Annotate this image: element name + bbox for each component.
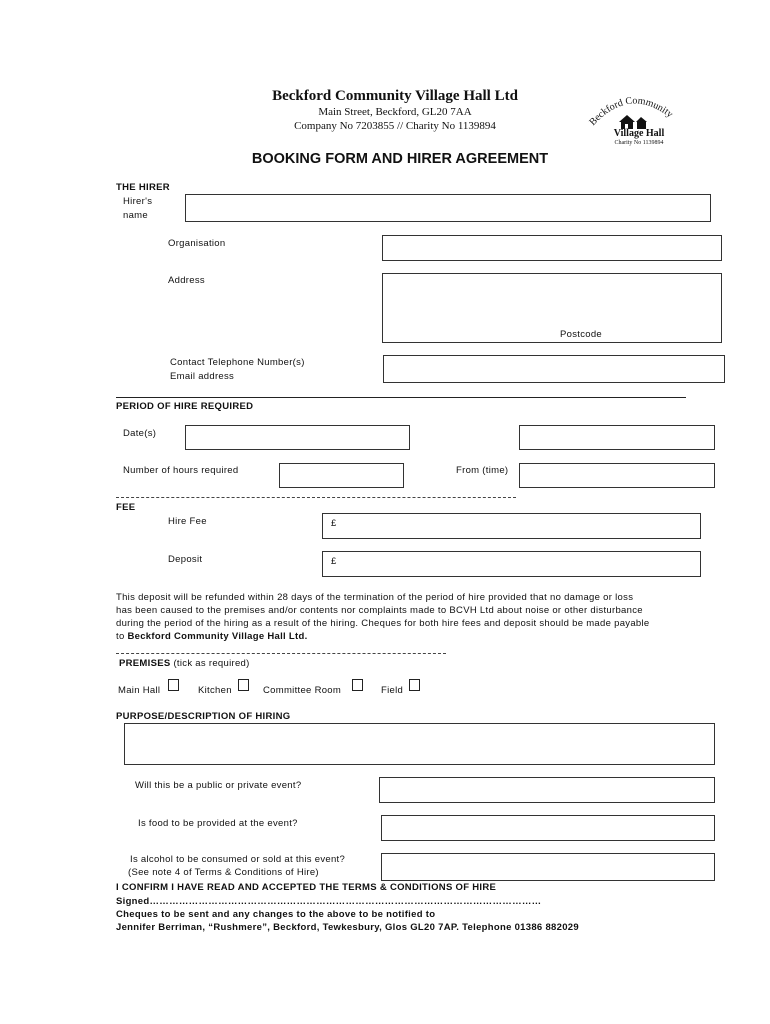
section-purpose: PURPOSE/DESCRIPTION OF HIRING	[116, 711, 291, 722]
address-input[interactable]	[382, 273, 722, 343]
logo-arc-text: Beckford Community	[587, 95, 675, 128]
purpose-input[interactable]	[124, 723, 715, 765]
dates-label: Date(s)	[123, 428, 157, 439]
main-hall-checkbox[interactable]	[168, 679, 179, 691]
from-time-label: From (time)	[456, 465, 509, 476]
hall-logo	[585, 88, 685, 150]
public-private-input[interactable]	[379, 777, 715, 803]
section-the-hirer: THE HIRER	[116, 182, 170, 193]
hirer-name-label-1: Hirer's	[123, 196, 153, 207]
food-label: Is food to be provided at the event?	[138, 818, 298, 829]
payee-name: Beckford Community Village Hall Ltd.	[127, 631, 308, 642]
organisation-label: Organisation	[168, 238, 226, 249]
hire-fee-input[interactable]	[322, 513, 701, 539]
from-time-input[interactable]	[519, 463, 715, 488]
page-title: BOOKING FORM AND HIRER AGREEMENT	[251, 151, 549, 167]
alcohol-input[interactable]	[381, 853, 715, 881]
logo-charity-text: Charity No 1139894	[614, 140, 664, 146]
deposit-note-line-2: has been caused to the premises and/or contents nor complaints made to BCVH Ltd about noise or other disturbance	[116, 605, 643, 616]
phone-email-input[interactable]	[383, 355, 725, 383]
contact-details: Jennifer Berriman, “Rushmere”, Beckford, Tewkesbury, Glos GL20 7AP. Telephone 01386 882029	[116, 922, 579, 933]
kitchen-checkbox[interactable]	[238, 679, 249, 691]
house-icon	[619, 115, 647, 129]
deposit-note-line-3: during the period of the hiring as a result of the hiring. Cheques for both hire fees and deposit should be made payable	[116, 618, 650, 629]
premises-option-field: Field	[381, 685, 404, 696]
org-name: Beckford Community Village Hall Ltd	[272, 88, 518, 104]
org-address: Main Street, Beckford, GL20 7AA	[318, 106, 472, 118]
premises-option-kitchen: Kitchen	[198, 685, 232, 696]
section-premises: PREMISES	[119, 658, 171, 669]
deposit-note-line-4-prefix: to	[116, 631, 128, 642]
section-period-of-hire: PERIOD OF HIRE REQUIRED	[116, 401, 254, 412]
hirer-name-label-2: name	[123, 210, 148, 221]
phone-label: Contact Telephone Number(s)	[170, 357, 305, 368]
hire-fee-label: Hire Fee	[168, 516, 207, 527]
section-divider-3	[116, 653, 446, 654]
deposit-note-line-4	[116, 631, 308, 642]
hours-input[interactable]	[279, 463, 404, 488]
premises-heading	[119, 658, 250, 669]
hirer-name-input[interactable]	[185, 194, 711, 222]
address-label: Address	[168, 275, 205, 286]
postcode-label: Postcode	[560, 329, 603, 340]
field-checkbox[interactable]	[409, 679, 420, 691]
deposit-note-line-1: This deposit will be refunded within 28 days of the termination of the period of hire provided that no damage or loss	[116, 592, 634, 603]
premises-option-main-hall: Main Hall	[118, 685, 161, 696]
section-fee: FEE	[116, 502, 136, 513]
deposit-currency: £	[331, 556, 337, 567]
premises-hint: (tick as required)	[173, 658, 250, 669]
deposit-label: Deposit	[168, 554, 203, 565]
logo-hall-text: Village Hall	[613, 128, 665, 139]
dates-input-2[interactable]	[519, 425, 715, 450]
deposit-input[interactable]	[322, 551, 701, 577]
cheques-note: Cheques to be sent and any changes to the above to be notified to	[116, 909, 436, 920]
alcohol-label-2: (See note 4 of Terms & Conditions of Hire)	[128, 867, 319, 878]
food-input[interactable]	[381, 815, 715, 841]
premises-option-committee-room: Committee Room	[263, 685, 342, 696]
public-private-label: Will this be a public or private event?	[135, 780, 302, 791]
org-company: Company No 7203855 // Charity No 1139894	[294, 120, 496, 132]
hire-fee-currency: £	[331, 518, 337, 529]
committee-room-checkbox[interactable]	[352, 679, 363, 691]
section-divider-2	[116, 497, 516, 498]
confirm-statement: I CONFIRM I HAVE READ AND ACCEPTED THE TERMS & CONDITIONS OF HIRE	[116, 882, 497, 893]
section-divider-1	[116, 397, 686, 398]
email-label: Email address	[170, 371, 235, 382]
alcohol-label-1: Is alcohol to be consumed or sold at this event?	[130, 854, 346, 865]
organisation-input[interactable]	[382, 235, 722, 261]
hours-label: Number of hours required	[123, 465, 239, 476]
dates-input[interactable]	[185, 425, 410, 450]
signature-line[interactable]: Signed…………………………………………………………………………………………………………	[116, 896, 542, 907]
